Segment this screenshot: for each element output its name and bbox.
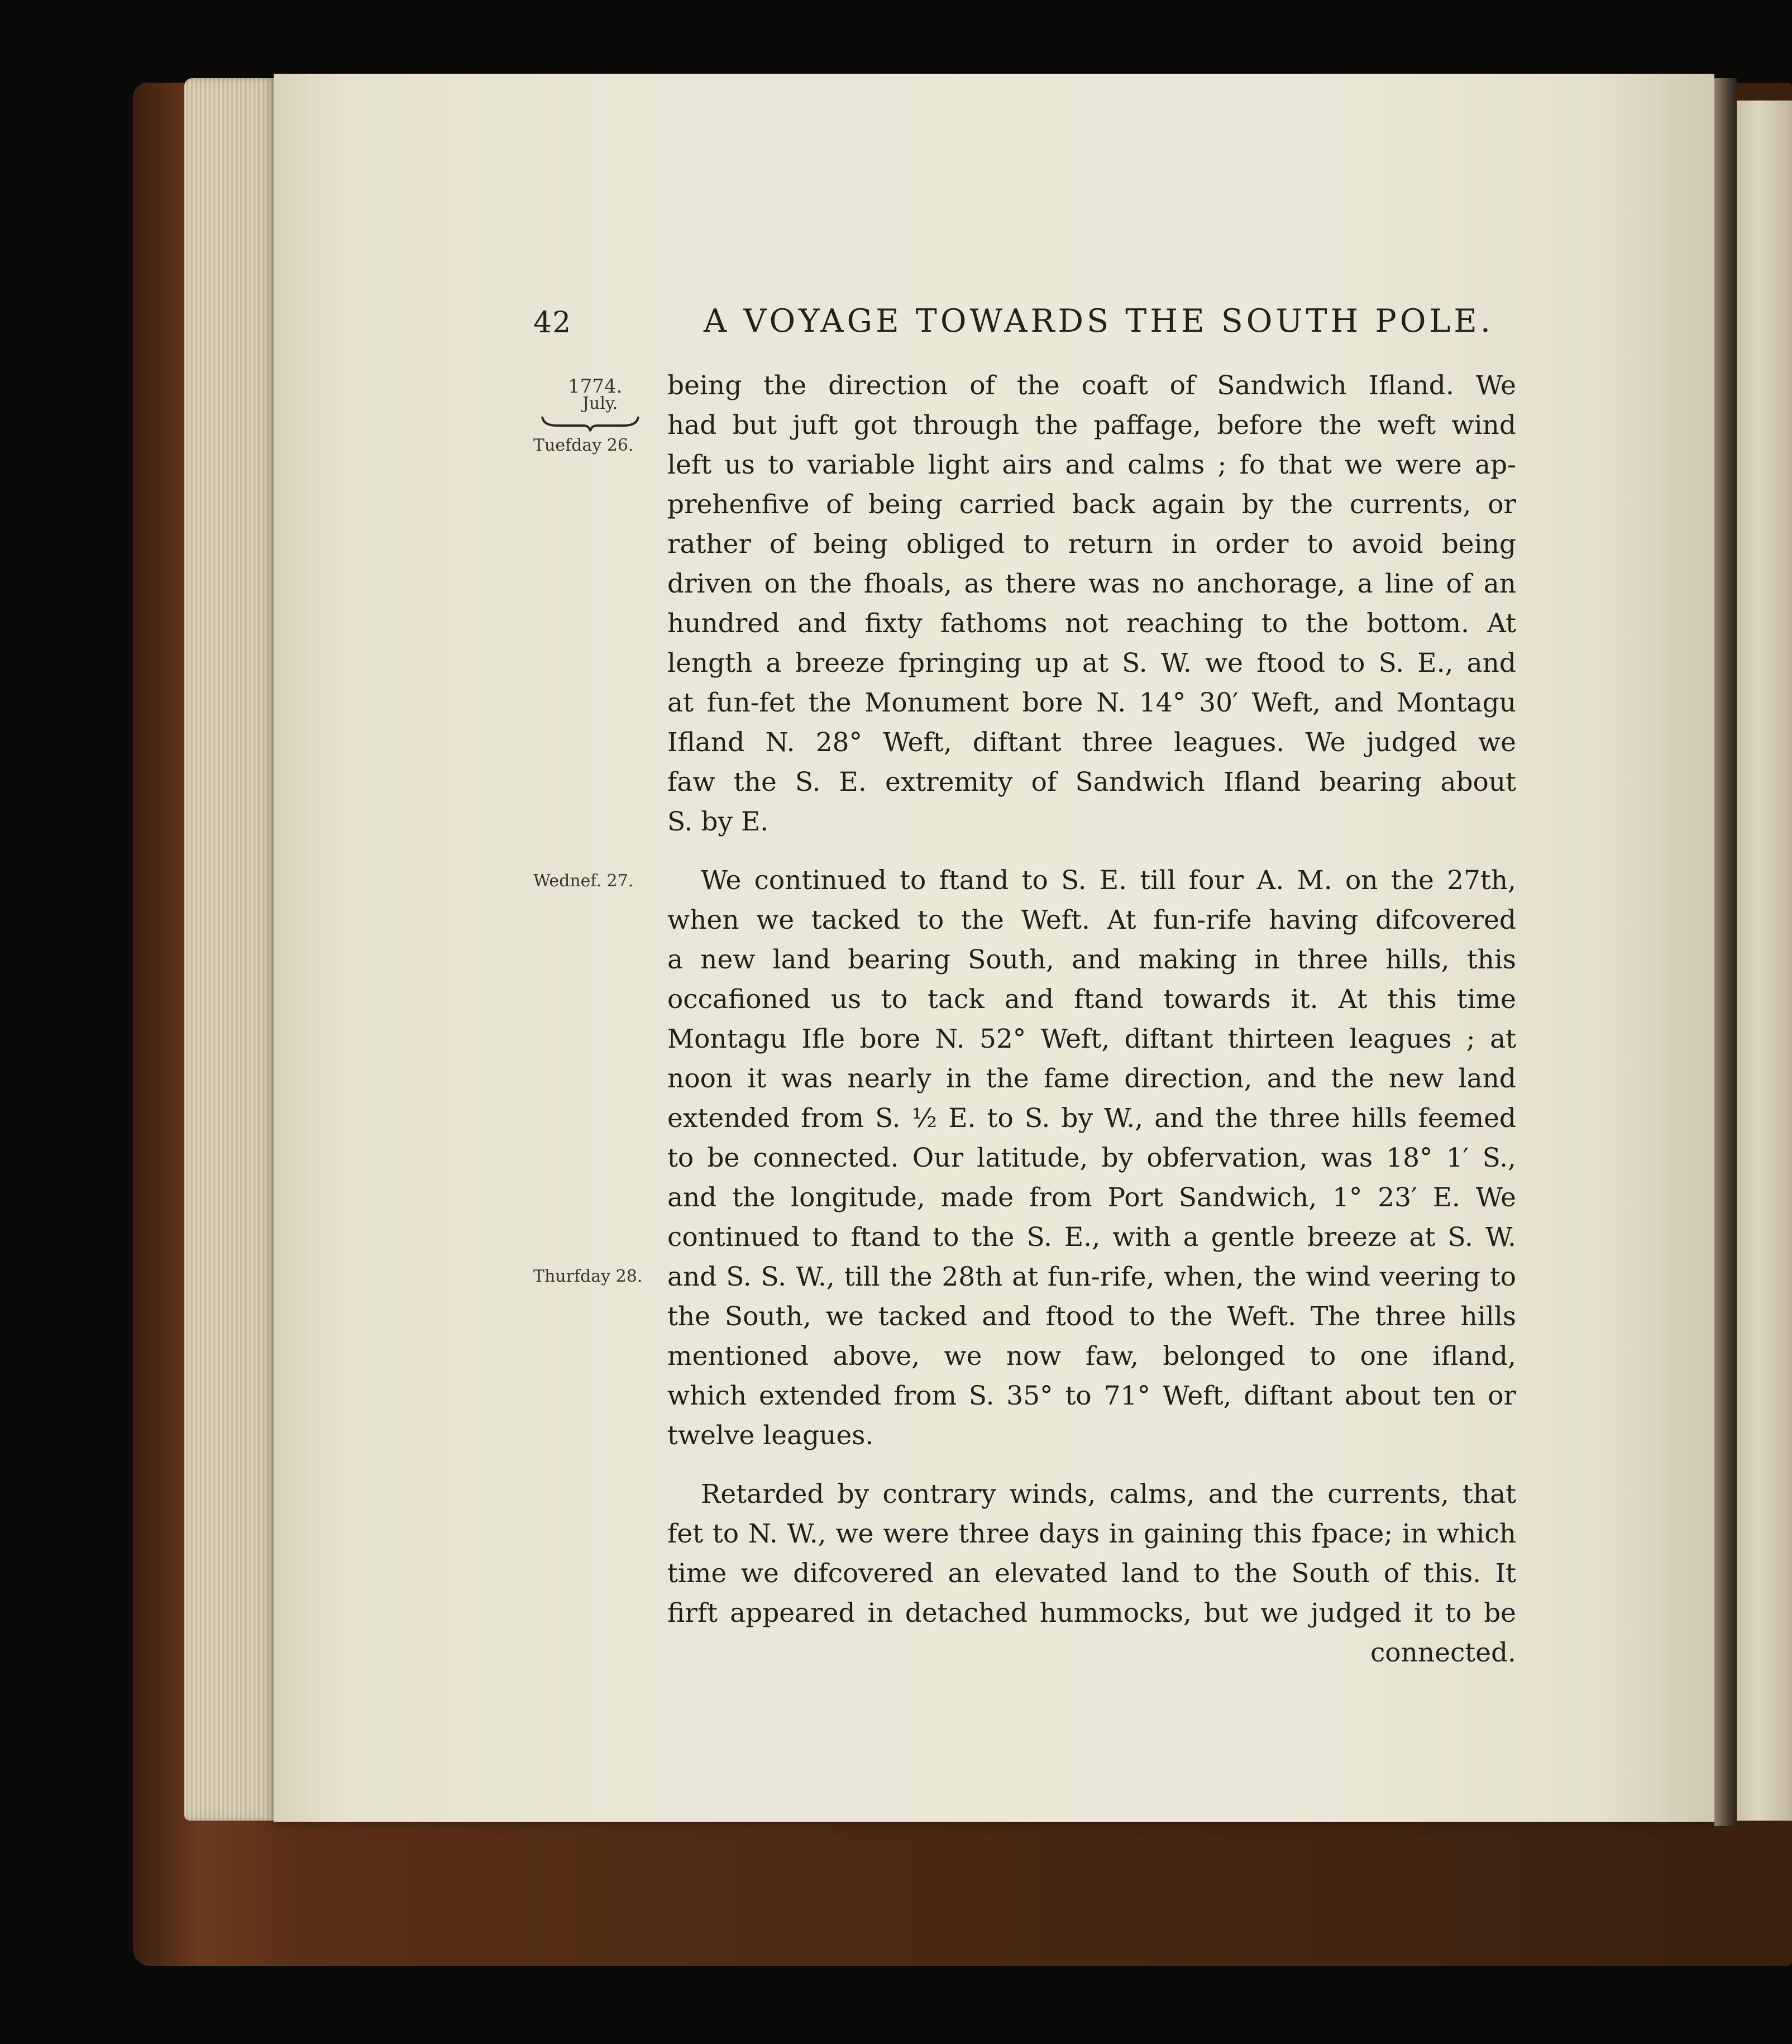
text-line: firft appeared in detached hummocks, but we judged it to be xyxy=(667,1598,1516,1628)
facing-page-edge xyxy=(1737,101,1792,1821)
text-line: a new land bearing South, and making in three hills, this xyxy=(667,944,1516,975)
margin-brace-icon xyxy=(540,413,641,433)
text-line: driven on the fhoals, as there was no anchorage, a line of an xyxy=(667,569,1516,599)
book-gutter xyxy=(1714,78,1737,1826)
text-line: Retarded by contrary winds, calms, and the currents, that xyxy=(701,1479,1516,1510)
margin-year: 1774. xyxy=(568,375,623,398)
paragraph-gap xyxy=(667,1455,1516,1474)
text-line: We continued to ftand to S. E. till four A. M. on the 27th, xyxy=(701,865,1516,896)
text-line: at fun-fet the Monument bore N. 14° 30′ Weft, and Montagu xyxy=(667,687,1516,718)
text-line: and the longitude, made from Port Sandwich, 1° 23′ E. We xyxy=(667,1182,1516,1213)
margin-note-thursday: Thurfday 28. xyxy=(533,1267,643,1286)
text-line: the South, we tacked and ftood to the Weft. The three hills xyxy=(667,1301,1516,1332)
text-line: Montagu Ifle bore N. 52° Weft, diftant thirteen leagues ; at xyxy=(667,1024,1516,1054)
paragraph-gap xyxy=(667,842,1516,861)
page-number: 42 xyxy=(533,306,572,340)
text-line: length a breeze fpringing up at S. W. we ftood to S. E., and xyxy=(667,648,1516,679)
text-line: continued to ftand to the S. E., with a gentle breeze at S. W. xyxy=(667,1222,1516,1253)
text-line: Ifland N. 28° Weft, diftant three leagues. We judged we xyxy=(667,727,1516,758)
text-line: hundred and fixty fathoms not reaching to the bottom. At xyxy=(667,608,1516,639)
paragraph-1 xyxy=(667,366,1516,842)
text-line: to be connected. Our latitude, by obfervation, was 18° 1′ S., xyxy=(667,1143,1516,1173)
running-title: A VOYAGE TOWARDS THE SOUTH POLE. xyxy=(704,303,1494,340)
text-line: noon it was nearly in the fame direction, and the new land xyxy=(667,1063,1516,1094)
text-line: mentioned above, we now faw, belonged to one ifland, xyxy=(667,1341,1516,1372)
text-line: fet to N. W., we were three days in gaining this fpace; in which xyxy=(667,1518,1516,1549)
text-line: occafioned us to tack and ftand towards it. At this time xyxy=(667,984,1516,1015)
margin-month: July. xyxy=(582,394,618,413)
text-line: extended from S. ½ E. to S. by W., and the three hills feemed xyxy=(667,1103,1516,1134)
text-line: which extended from S. 35° to 71° Weft, diftant about ten or xyxy=(667,1381,1516,1411)
margin-note-tuesday: Tuefday 26. xyxy=(533,436,634,455)
text-line: twelve leagues. xyxy=(667,1420,874,1451)
catchword: connected. xyxy=(1370,1637,1516,1668)
text-line: had but juft got through the paffage, before the weft wind xyxy=(667,410,1516,441)
text-line: and S. S. W., till the 28th at fun-rife, when, the wind veering to xyxy=(667,1262,1516,1292)
text-line: time we difcovered an elevated land to the South of this. It xyxy=(667,1558,1516,1589)
paragraph-2 xyxy=(667,861,1516,1455)
text-line: S. by E. xyxy=(667,806,769,837)
margin-note-wednesday: Wednef. 27. xyxy=(533,871,634,891)
text-line: prehenfive of being carried back again by the currents, or xyxy=(667,489,1516,520)
paragraph-3 xyxy=(667,1474,1516,1673)
text-line: faw the S. E. extremity of Sandwich Ifland bearing about xyxy=(667,767,1516,797)
running-head xyxy=(533,302,1513,352)
text-line: rather of being obliged to return in order to avoid being xyxy=(667,529,1516,560)
body-text xyxy=(667,366,1516,1673)
text-line: when we tacked to the Weft. At fun-rife having difcovered xyxy=(667,905,1516,935)
text-line: being the direction of the coaft of Sandwich Ifland. We xyxy=(667,370,1516,401)
text-line: left us to variable light airs and calms ; fo that we were ap- xyxy=(667,450,1516,480)
